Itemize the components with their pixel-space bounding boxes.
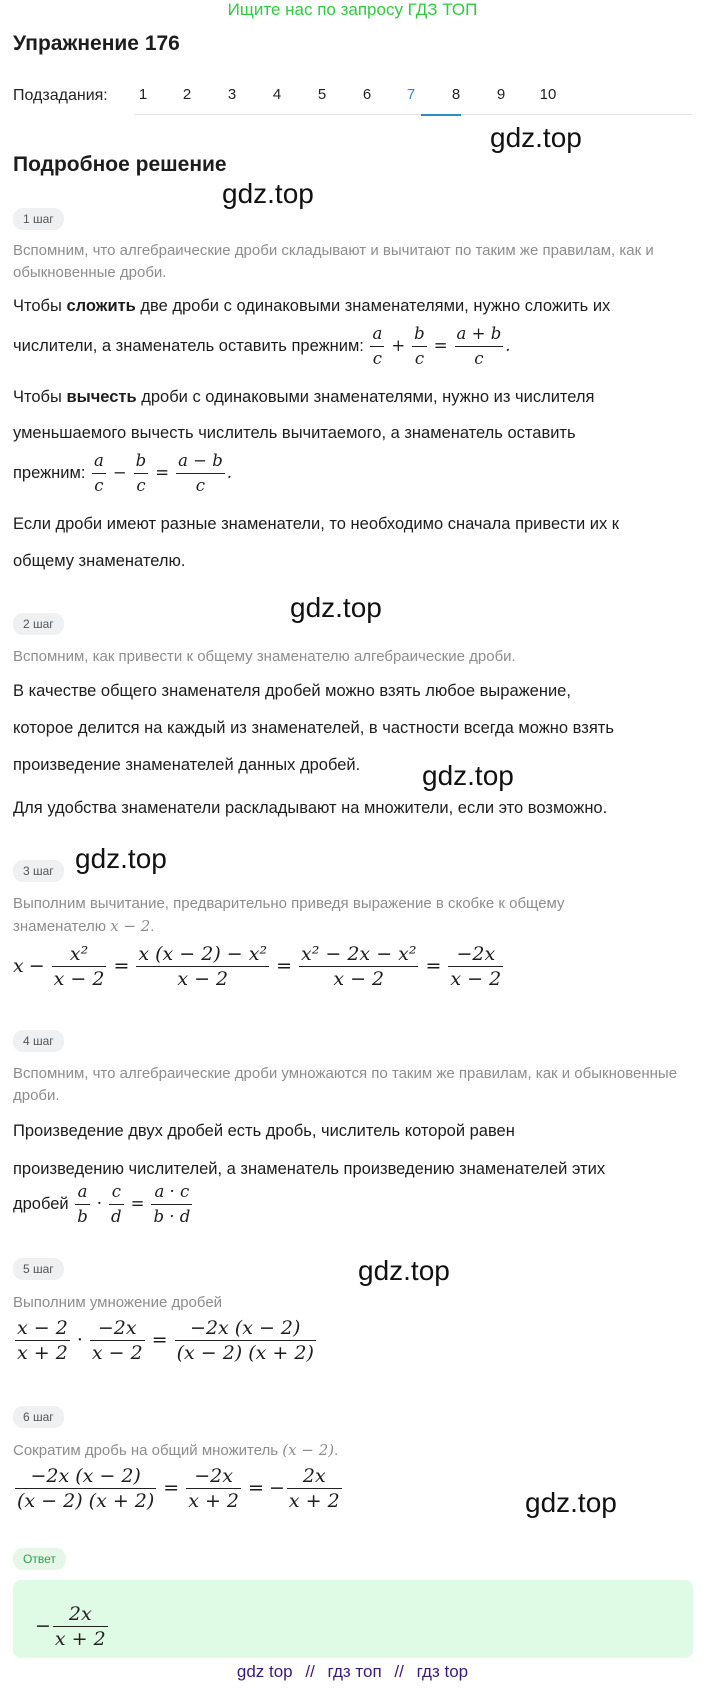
step-hint: Вспомним, как привести к общему знаменателю алгебраические дроби. xyxy=(13,648,516,665)
step-text: произведению числителей, а знаменатель произведению знаменателей этих xyxy=(13,1160,606,1178)
subtask-tab-5[interactable]: 5 xyxy=(317,86,327,103)
watermark: gdz.top xyxy=(525,1487,617,1518)
footer-link[interactable]: гдз top xyxy=(416,1662,469,1681)
formula-multiplication: $\frac{a}{b}$ · $\frac{c}{d}$ = $\frac{a \cdot c}{b \cdot d}$ xyxy=(77,1182,191,1226)
subtask-tab-8[interactable]: 8 xyxy=(451,86,461,103)
step-text: уменьшаемого вычесть числитель вычитаемого, а знаменатель оставить xyxy=(13,424,576,442)
step-hint: Сократим дробь на общий множитель (x − 2). xyxy=(13,1441,339,1459)
footer-link[interactable]: gdz top xyxy=(236,1662,293,1681)
step-text: Чтобы сложить две дроби с одинаковыми знаменателями, нужно сложить их xyxy=(13,297,611,315)
subtask-tab-4[interactable]: 4 xyxy=(272,86,282,103)
active-tab-underline xyxy=(421,114,461,116)
watermark: gdz.top xyxy=(422,760,514,791)
watermark: gdz.top xyxy=(490,122,582,153)
footer-link[interactable]: гдз топ xyxy=(327,1662,382,1681)
step-text: Для удобства знаменатели раскладывают на множители, если это возможно. xyxy=(13,799,608,817)
watermark: gdz.top xyxy=(75,843,167,874)
top-banner[interactable]: Ищите нас по запросу ГДЗ ТОП xyxy=(227,0,478,19)
step-badge: 2 шаг xyxy=(13,613,64,635)
formula-step6: $\frac{-2x (x - 2)}{(x - 2) (x + 2)}$ = $\frac{-2x}{x + 2}$ = − $\frac{2x}{x + 2}$ xyxy=(17,1465,340,1512)
step-text: Произведение двух дробей есть дробь, числитель которой равен xyxy=(13,1122,515,1140)
step-hint: Выполним умножение дробей xyxy=(13,1294,223,1311)
subtask-tab-7[interactable]: 7 xyxy=(406,86,416,103)
exercise-title: Упражнение 176 xyxy=(13,32,180,55)
watermark: gdz.top xyxy=(222,178,314,209)
section-title: Подробное решение xyxy=(13,153,227,176)
subtasks-label: Подзадания: xyxy=(13,87,108,104)
subtask-tab-3[interactable]: 3 xyxy=(227,86,237,103)
subtask-tab-6[interactable]: 6 xyxy=(362,86,372,103)
watermark: gdz.top xyxy=(358,1255,450,1286)
step-text: Чтобы вычесть дроби с одинаковыми знаменателями, нужно из числителя xyxy=(13,388,595,406)
step-badge: 4 шаг xyxy=(13,1030,64,1052)
step-badge: 5 шаг xyxy=(13,1258,64,1280)
footer-links xyxy=(0,1662,705,1682)
formula-step5: $\frac{x - 2}{x + 2}$ · $\frac{-2x}{x - 2}$ = $\frac{-2x (x - 2)}{(x - 2) (x + 2)}$ xyxy=(17,1317,314,1364)
footer-separator: // xyxy=(305,1662,315,1681)
step-badge: 6 шаг xyxy=(13,1406,64,1428)
step-text: Если дроби имеют разные знаменатели, то необходимо сначала привести их к xyxy=(13,515,620,533)
step-text: общему знаменателю. xyxy=(13,552,186,570)
subtask-tab-1[interactable]: 1 xyxy=(138,86,148,103)
step-text: которое делится на каждый из знаменателей, в частности всегда можно взять xyxy=(13,719,614,737)
subtask-tab-9[interactable]: 9 xyxy=(496,86,506,103)
step-hint: Вспомним, что алгебраические дроби складывают и вычитают по таким же правилам, как и обыкновенные дроби. xyxy=(13,242,654,281)
step-text: В качестве общего знаменателя дробей можно взять любое выражение, xyxy=(13,682,571,700)
answer-box xyxy=(13,1580,693,1658)
formula-subtraction: $\frac{a}{c}$ − $\frac{b}{c}$ = $\frac{a - b}{c}$ . xyxy=(94,451,233,495)
subtask-tab-2[interactable]: 2 xyxy=(182,86,192,103)
watermark: gdz.top xyxy=(290,592,382,623)
step-badge: 3 шаг xyxy=(13,860,64,882)
step-text: произведение знаменателей данных дробей. xyxy=(13,756,361,774)
step-text: числители, а знаменатель оставить прежним: $\frac{a}{c}$ + $\frac{b}{c}$ = $\frac{a + b}{c}$ . xyxy=(13,324,511,368)
step-text: дробей $\frac{a}{b}$ · $\frac{c}{d}$ = $\frac{a \cdot c}{b \cdot d}$ xyxy=(13,1180,703,1229)
subtask-tab-10[interactable]: 10 xyxy=(539,86,557,103)
subtasks-tabs xyxy=(135,78,692,115)
formula-addition: $\frac{a}{c}$ + $\frac{b}{c}$ = $\frac{a + b}{c}$ . xyxy=(372,324,511,368)
step-text: прежним: $\frac{a}{c}$ − $\frac{b}{c}$ = $\frac{a - b}{c}$ . xyxy=(13,451,233,495)
answer-formula: − $\frac{2x}{x + 2}$ xyxy=(35,1603,106,1650)
footer-separator: // xyxy=(394,1662,404,1681)
step-hint: Вспомним, что алгебраические дроби умножаются по таким же правилам, как и обыкновенные дроби. xyxy=(13,1065,678,1104)
step-badge: 1 шаг xyxy=(13,208,64,230)
answer-badge: Ответ xyxy=(13,1548,66,1570)
formula-step3: x − $\frac{\text{x²}}{x - 2}$ = $\frac{\text{x (x − 2) − x²}}{x - 2}$ = $\frac{\text{x² − 2x − x²}}{x - 2}$ = $\frac{-2x}{x - 2}$ xyxy=(13,943,502,990)
step-hint: Выполним вычитание, предварительно приведя выражение в скобке к общему знаменателю x − 2. xyxy=(13,895,565,935)
